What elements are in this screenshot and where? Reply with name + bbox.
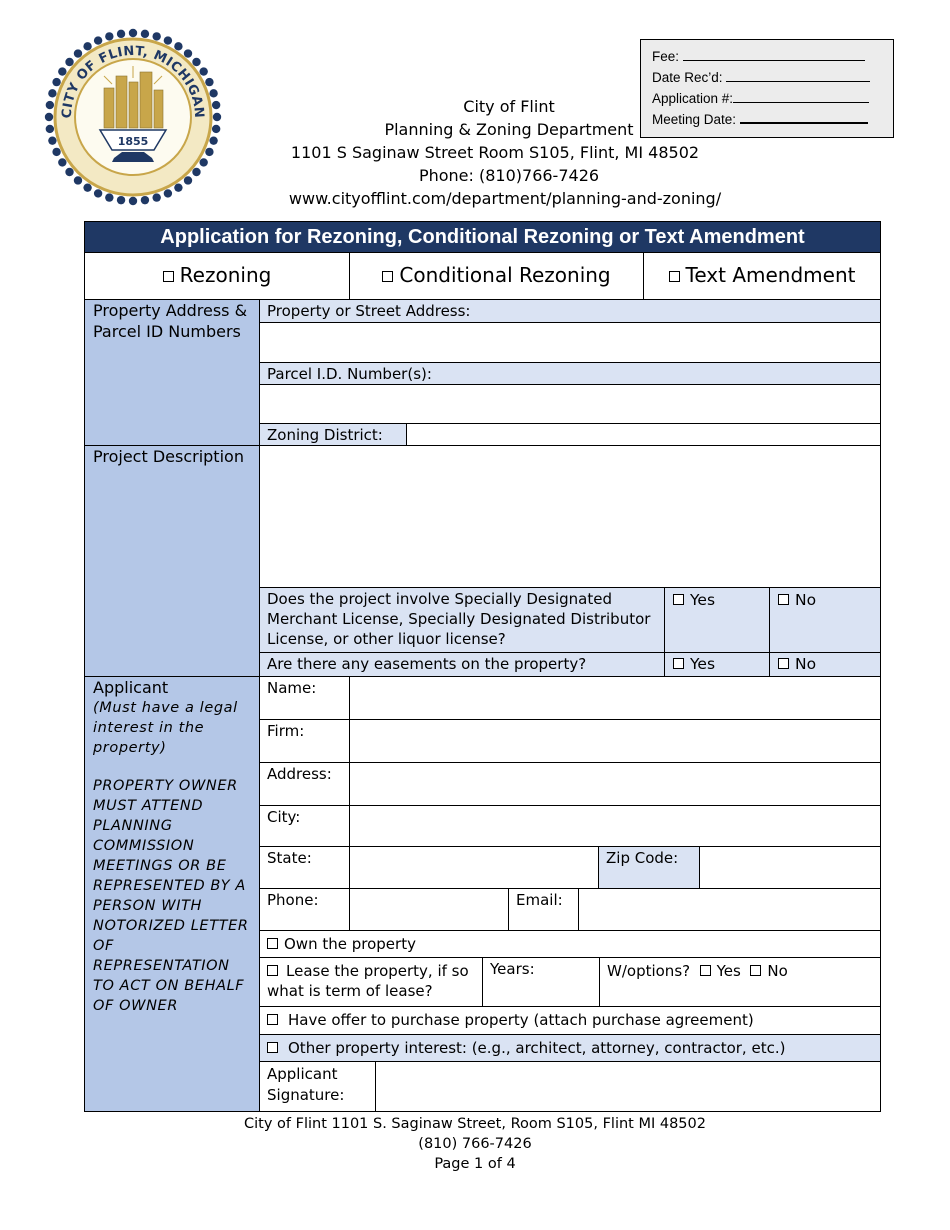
lease-property-option[interactable] [260, 958, 483, 1007]
seal-bead [52, 78, 60, 86]
zoning-district-label: Zoning District: [260, 424, 407, 446]
seal-bead [192, 168, 200, 176]
date-received-label: Date Rec’d: [652, 70, 723, 85]
firm-label: Firm: [260, 720, 350, 763]
lease-options-field [600, 958, 880, 1007]
seal-bead [48, 89, 56, 97]
checkbox[interactable] [267, 1042, 278, 1053]
footer-address: City of Flint 1101 S. Saginaw Street, Room S105, Flint MI 48502 [244, 1116, 706, 1132]
checkbox[interactable] [669, 271, 680, 282]
phone-input[interactable] [350, 889, 509, 931]
options-no-label: No [767, 962, 788, 980]
header-website[interactable]: www.cityofflint.com/department/planning-and-zoning/ [288, 189, 722, 208]
seal-bead [117, 30, 125, 38]
easement-question: Are there any easements on the property? [260, 653, 665, 677]
parcel-id-label: Parcel I.D. Number(s): [260, 363, 880, 385]
street-address-label: Property or Street Address: [260, 300, 880, 323]
seal-year: 1855 [117, 135, 149, 148]
name-input[interactable] [350, 677, 880, 720]
type-conditional-label: Conditional Rezoning [399, 263, 611, 287]
office-use-box [640, 39, 894, 138]
seal-bead [152, 193, 160, 201]
email-input[interactable] [579, 889, 880, 931]
seal-bead [65, 168, 73, 176]
meeting-date-field[interactable] [740, 110, 868, 124]
own-property-label: Own the property [284, 935, 416, 953]
form-title: Application for Rezoning, Conditional Rezoning or Text Amendment [85, 222, 880, 253]
other-interest-label: Other property interest: (e.g., architect, attorney, contractor, etc.) [288, 1039, 786, 1057]
liquor-yes-option[interactable] [665, 588, 770, 653]
liquor-no-label: No [795, 591, 817, 609]
type-text-amendment-label: Text Amendment [685, 263, 856, 287]
own-property-option[interactable] [260, 931, 880, 958]
city-input[interactable] [350, 806, 880, 847]
date-received-field[interactable] [726, 69, 870, 82]
state-label: State: [260, 847, 350, 889]
type-conditional-rezoning[interactable] [350, 253, 644, 300]
seal-bead [199, 67, 207, 75]
seal-bead [46, 125, 54, 133]
seal-bead [192, 58, 200, 66]
seal-bead [83, 42, 91, 50]
seal-bead [129, 197, 137, 205]
header-address: 1101 S Saginaw Street Room S105, Flint, MI 48502 [290, 143, 700, 162]
lease-years-field[interactable] [483, 958, 600, 1007]
footer-page-number: Page 1 of 4 [434, 1156, 516, 1172]
seal-bead [164, 36, 172, 44]
application-form [84, 221, 881, 1112]
liquor-no-option[interactable] [770, 588, 880, 653]
seal-bead [58, 158, 66, 166]
seal-bead [174, 183, 182, 191]
liquor-license-question: Does the project involve Specially Designated Merchant License, Specially Designated Distributor License, or other liquor license? [260, 588, 665, 653]
seal-bead [199, 158, 207, 166]
type-text-amendment[interactable] [644, 253, 880, 300]
checkbox[interactable] [163, 271, 174, 282]
zoning-district-input[interactable] [407, 424, 880, 446]
liquor-yes-label: Yes [690, 591, 716, 609]
seal-bead [209, 89, 217, 97]
seal-bead [46, 101, 54, 109]
seal-bead [213, 113, 221, 121]
seal-bead [205, 78, 213, 86]
meeting-date-label: Meeting Date: [652, 112, 737, 127]
seal-bead [184, 49, 192, 57]
options-yes-label: Yes [716, 962, 741, 980]
lease-years-label: Years: [490, 960, 535, 978]
address-label: Address: [260, 763, 350, 806]
seal-bead [212, 125, 220, 133]
seal-bead [48, 136, 56, 144]
seal-bead [141, 196, 149, 204]
offer-to-purchase-option[interactable] [260, 1007, 880, 1035]
easement-yes-option[interactable] [665, 653, 770, 677]
firm-input[interactable] [350, 720, 880, 763]
lease-property-label: Lease the property, if so what is term of lease? [267, 962, 469, 1000]
fee-label: Fee: [652, 49, 680, 64]
city-seal-logo [44, 26, 222, 208]
parcel-id-input[interactable] [260, 385, 880, 424]
seal-ring-text: CITY OF FLINT, MICHIGAN [59, 43, 207, 119]
easement-no-label: No [795, 655, 817, 673]
checkbox[interactable] [673, 594, 684, 605]
phone-label: Phone: [260, 889, 350, 931]
offer-to-purchase-label: Have offer to purchase property (attach purchase agreement) [288, 1011, 754, 1029]
checkbox[interactable] [778, 658, 789, 669]
seal-bead [152, 32, 160, 40]
seal-bead [58, 67, 66, 75]
seal-bead [52, 148, 60, 156]
street-address-input[interactable] [260, 323, 880, 363]
seal-bead [74, 49, 82, 57]
seal-bead [174, 42, 182, 50]
applicant-section-label: Applicant [93, 678, 169, 697]
owner-attendance-note: PROPERTY OWNER MUST ATTEND PLANNING COMMISSION MEETINGS OR BE REPRESENTED BY A PERSON WITH NOTORIZED LETTER OF REPRESENTATION TO ACT ON BEHALF OF OWNER [93, 778, 249, 1014]
type-rezoning-label: Rezoning [179, 263, 272, 287]
checkbox[interactable] [267, 965, 278, 976]
seal-bead [105, 193, 113, 201]
header-department: Planning & Zoning Department [384, 120, 634, 139]
name-label: Name: [260, 677, 350, 720]
lease-options-label: W/options? [607, 962, 691, 980]
type-rezoning[interactable] [85, 253, 350, 300]
seal-bead [94, 36, 102, 44]
seal-bead [209, 136, 217, 144]
checkbox[interactable] [267, 938, 278, 949]
seal-bead [164, 189, 172, 197]
footer-phone: (810) 766-7426 [418, 1136, 532, 1152]
email-label: Email: [509, 889, 579, 931]
signature-input[interactable] [376, 1062, 880, 1111]
state-input[interactable] [350, 847, 599, 889]
address-input[interactable] [350, 763, 880, 806]
fee-field[interactable] [683, 48, 865, 61]
seal-bead [129, 29, 137, 37]
checkbox[interactable] [673, 658, 684, 669]
seal-bead [45, 113, 53, 121]
signature-label: Applicant Signature: [260, 1062, 376, 1111]
seal-bead [105, 32, 113, 40]
seal-bead [205, 148, 213, 156]
header-phone: Phone: (810)766-7426 [418, 166, 600, 185]
seal-bead [74, 176, 82, 184]
seal-bead [117, 196, 125, 204]
applicant-section [85, 677, 260, 1111]
application-number-field[interactable] [733, 90, 869, 103]
zip-label: Zip Code: [599, 847, 700, 889]
project-section-label: Project Description [85, 446, 260, 677]
checkbox[interactable] [382, 271, 393, 282]
header-city: City of Flint [463, 97, 555, 116]
seal-bead [65, 58, 73, 66]
city-label: City: [260, 806, 350, 847]
options-no-checkbox[interactable] [750, 965, 761, 976]
options-yes-checkbox[interactable] [700, 965, 711, 976]
checkbox[interactable] [778, 594, 789, 605]
easement-yes-label: Yes [690, 655, 716, 673]
applicant-legal-note: (Must have a legal interest in the property) [93, 700, 238, 756]
seal-bead [83, 183, 91, 191]
application-number-label: Application #: [652, 91, 734, 106]
seal-bead [184, 176, 192, 184]
seal-bead [141, 30, 149, 38]
checkbox[interactable] [267, 1014, 278, 1025]
other-interest-option[interactable] [260, 1035, 880, 1062]
project-description-input[interactable] [260, 446, 880, 588]
property-section-label: Property Address & Parcel ID Numbers [85, 300, 260, 446]
zip-input[interactable] [700, 847, 880, 889]
seal-bead [212, 101, 220, 109]
seal-bead [94, 189, 102, 197]
easement-no-option[interactable] [770, 653, 880, 677]
